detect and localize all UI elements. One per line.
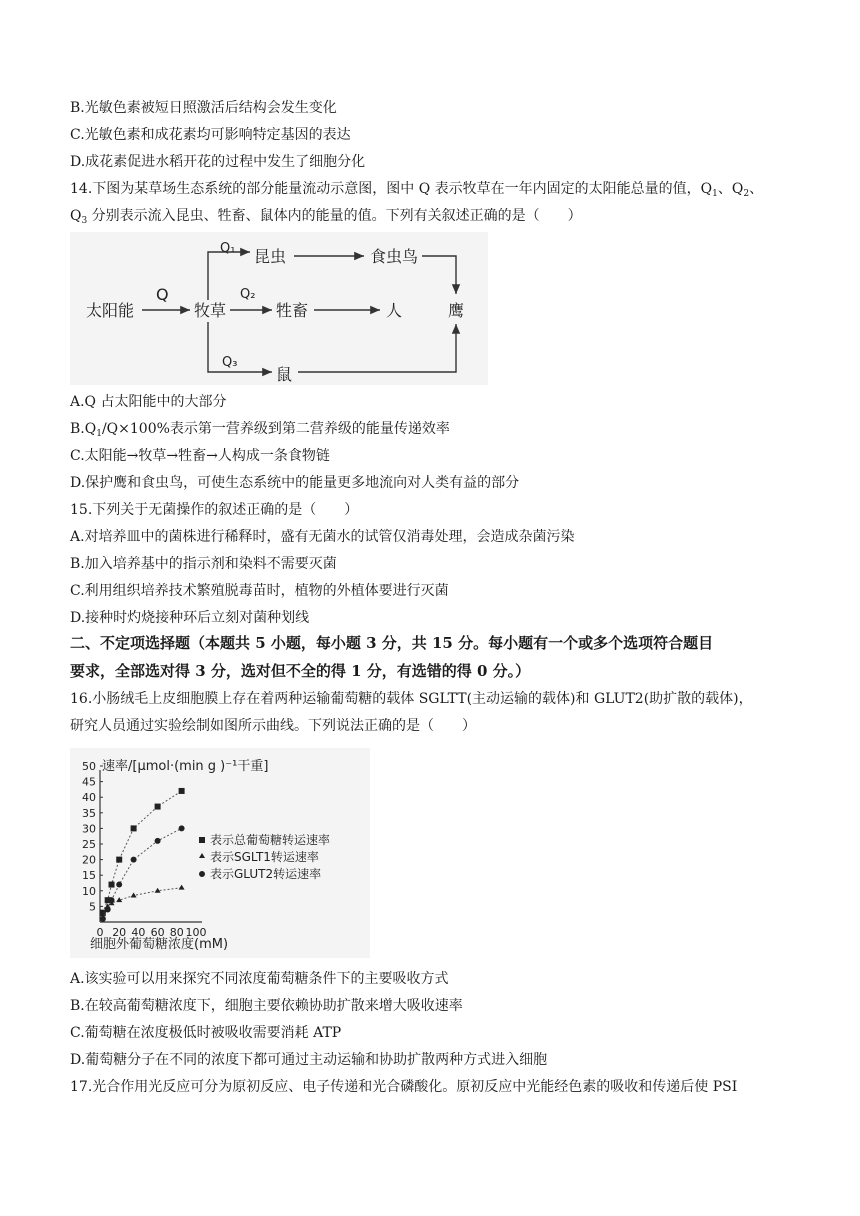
chart-x-tick-label: 40: [131, 926, 146, 939]
q14-option-c: C.太阳能→牧草→牲畜→人构成一条食物链: [70, 448, 330, 464]
chart-series-line: [103, 791, 182, 913]
legend-marker-total: [199, 837, 205, 843]
glucose-transport-chart: [70, 748, 370, 958]
q13-option-d: D.成花素促进水稻开花的过程中发生了细胞分化: [70, 154, 366, 170]
chart-point-glut2: [100, 916, 106, 922]
chart-point-glut2: [109, 897, 115, 903]
chart-point-total: [179, 788, 185, 794]
q13-option-b: B.光敏色素被短日照激活后结构会发生变化: [70, 100, 337, 116]
chart-y-tick-label: 45: [82, 775, 96, 789]
chart-x-tick-label: 100: [185, 926, 207, 939]
q16-stem-line1: 16.小肠绒毛上皮细胞膜上存在着两种运输葡萄糖的载体 SGLTT(主动运输的载体)和 GLUT2(助扩散的载体)，: [70, 691, 753, 707]
chart-x-tick-label: 0: [96, 926, 104, 939]
q16-stem-line2: 研究人员通过实验绘制如图所示曲线。下列说法正确的是（ ）: [70, 718, 476, 734]
q15-stem: 15.下列关于无菌操作的叙述正确的是（ ）: [70, 502, 359, 518]
chart-ylabel: 速率/[μmol·(min g )⁻¹干重]: [102, 759, 269, 774]
q14-stem-line2: $Q_3$ 分别表示流入昆虫、牲畜、鼠体内的能量的值。下列有关叙述正确的是（ ）: [70, 208, 582, 226]
section2-heading-line1: 二、不定项选择题（本题共 5 小题，每小题 3 分，共 15 分。每小题有一个或多个选项符合题目: [70, 634, 714, 652]
legend-marker-glut2: [199, 871, 205, 877]
chart-point-glut2: [116, 882, 122, 888]
energy-flow-diagram: [70, 232, 488, 385]
section2-heading-line2: 要求，全部选对得 3 分，选对但不全的得 1 分，有选错的得 0 分。）: [70, 662, 531, 680]
chart-point-total: [155, 804, 161, 810]
chart-point-sglt1: [131, 892, 137, 897]
q13-option-c: C.光敏色素和成花素均可影响特定基因的表达: [70, 127, 351, 143]
node-eagle: 鹰: [448, 301, 465, 320]
chart-xlabel: 细胞外葡萄糖浓度(mM): [90, 937, 229, 952]
label-q2: Q₂: [240, 287, 256, 302]
node-mouse: 鼠: [276, 365, 293, 384]
label-q1: Q₁: [220, 241, 236, 256]
chart-x-tick-label: 80: [169, 926, 184, 939]
node-sun: 太阳能: [86, 301, 135, 320]
q14-option-d: D.保护鹰和食虫鸟，可使生态系统中的能量更多地流向对人类有益的部分: [70, 475, 520, 491]
node-grass: 牧草: [194, 301, 227, 320]
chart-point-total: [116, 857, 122, 863]
node-bird: 食虫鸟: [370, 247, 419, 266]
chart-point-sglt1: [179, 885, 185, 890]
q16-option-a: A.该实验可以用来探究不同浓度葡萄糖条件下的主要吸收方式: [70, 971, 449, 987]
label-q3: Q₃: [222, 355, 238, 370]
chart-point-glut2: [131, 857, 137, 863]
chart-y-tick-label: 35: [82, 806, 96, 820]
chart-y-tick-label: 50: [82, 760, 96, 773]
q15-option-b: B.加入培养基中的指示剂和染料不需要灭菌: [70, 556, 337, 572]
q17-stem-line1: 17.光合作用光反应可分为原初反应、电子传递和光合磷酸化。原初反应中光能经色素的吸收和传递后使 PSI: [70, 1079, 738, 1095]
chart-point-glut2: [105, 907, 111, 913]
chart-y-tick-label: 20: [82, 853, 96, 867]
q16-option-c: C.葡萄糖在浓度极低时被吸收需要消耗 ATP: [70, 1025, 342, 1041]
q15-option-a: A.对培养皿中的菌株进行稀释时，盛有无菌水的试管仅消毒处理，会造成杂菌污染: [70, 529, 575, 545]
legend-label: 表示总葡萄糖转运速率: [210, 833, 331, 847]
chart-y-tick-label: 5: [89, 900, 96, 914]
q14-stem-line1: 14.下图为某草场生态系统的部分能量流动示意图，图中 Q 表示牧草在一年内固定的太阳能总量的值，$Q_1$、$Q_2$、: [70, 181, 764, 199]
q15-option-d: D.接种时灼烧接种环后立刻对菌种划线: [70, 610, 310, 626]
chart-y-tick-label: 15: [82, 869, 96, 883]
node-livestock: 牲畜: [276, 301, 309, 320]
q14-option-a: A.Q 占太阳能中的大部分: [70, 394, 227, 410]
chart-series-line: [103, 888, 182, 915]
legend-label: 表示GLUT2转运速率: [210, 867, 322, 881]
chart-x-tick-label: 60: [150, 926, 165, 939]
chart-y-tick-label: 40: [82, 791, 96, 805]
q14-option-b: $B.Q_1/Q\times 100\%$表示第一营养级到第二营养级的能量传递效率: [70, 421, 450, 439]
chart-y-tick-label: 10: [82, 884, 96, 898]
chart-x-tick-label: 20: [112, 926, 127, 939]
q15-option-c: C.利用组织培养技术繁殖脱毒苗时，植物的外植体要进行灭菌: [70, 583, 449, 599]
node-human: 人: [386, 301, 403, 320]
chart-point-glut2: [155, 838, 161, 844]
legend-label: 表示SGLT1转运速率: [210, 850, 319, 864]
q16-option-d: D.葡萄糖分子在不同的浓度下都可通过主动运输和协助扩散两种方式进入细胞: [70, 1052, 548, 1068]
node-insect: 昆虫: [254, 247, 287, 266]
chart-point-total: [131, 825, 137, 831]
chart-y-tick-label: 30: [82, 822, 96, 836]
chart-point-glut2: [179, 825, 185, 831]
chart-y-tick-label: 25: [82, 838, 96, 851]
chart-point-total: [109, 882, 115, 888]
q16-option-b: B.在较高葡萄糖浓度下，细胞主要依赖协助扩散来增大吸收速率: [70, 998, 463, 1014]
label-q: Q: [156, 285, 169, 304]
legend-marker-sglt1: [199, 853, 205, 858]
